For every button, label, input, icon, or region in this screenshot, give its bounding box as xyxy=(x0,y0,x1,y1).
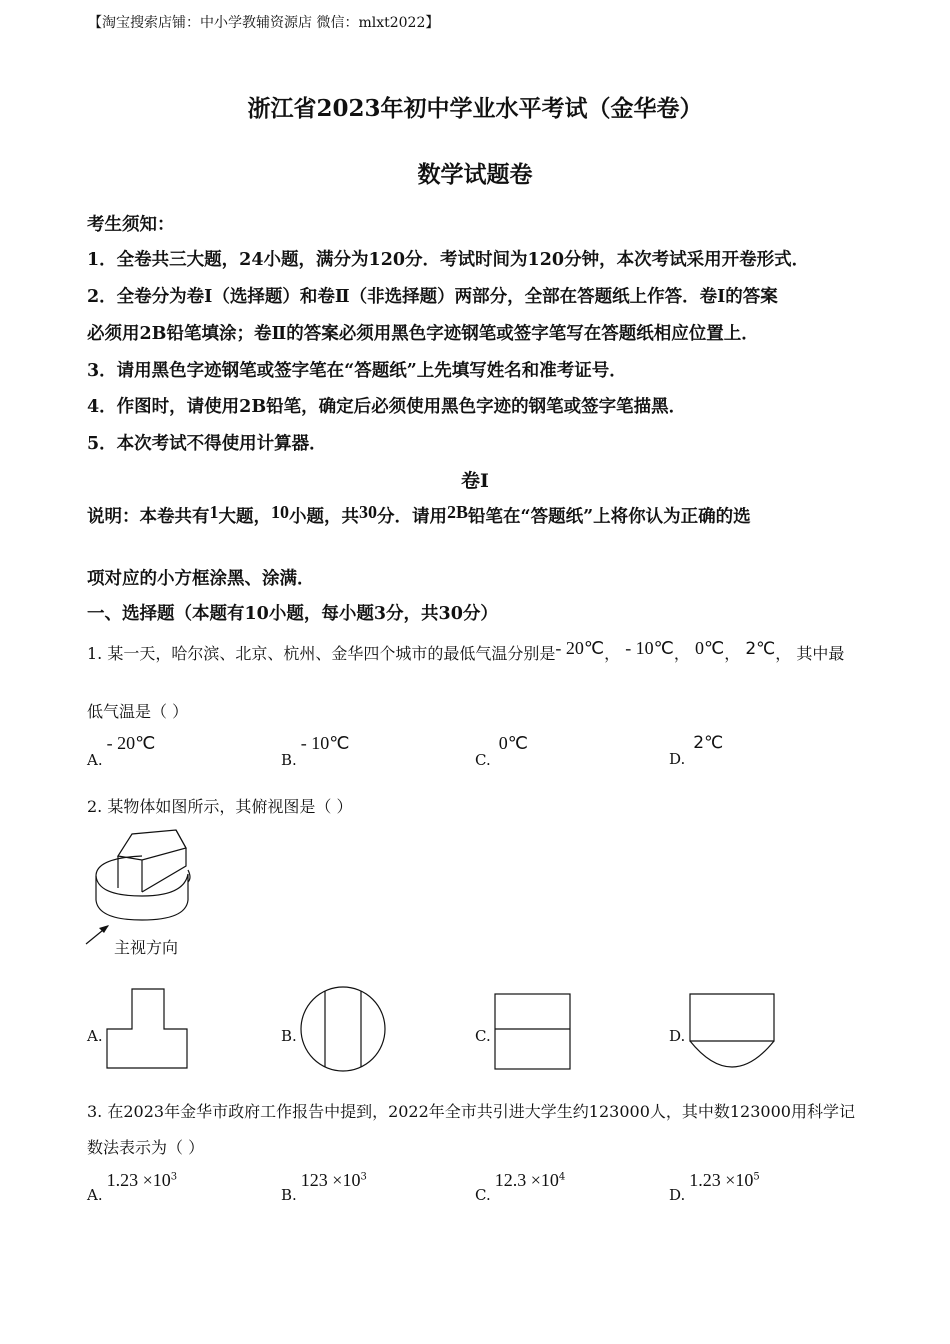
q1-text: 1. 某一天，哈尔滨、北京、杭州、金华四个城市的最低气温分别是 xyxy=(87,644,556,663)
explanation-number: 10 xyxy=(271,502,289,522)
option-base: 1.23 ×10 xyxy=(689,1170,754,1190)
option-exponent: 4 xyxy=(558,1171,566,1183)
notice-item-4: 4．作图时，请使用2B铅笔，确定后必须使用黑色字迹的钢笔或签字笔描黑． xyxy=(87,397,687,417)
q2-option-a-label[interactable]: A. xyxy=(87,1027,103,1045)
option-base: 12.3 ×10 xyxy=(494,1170,559,1190)
exam-title: 浙江省2023年初中学业水平考试（金华卷） xyxy=(247,95,703,122)
explanation-number: 2B xyxy=(447,502,469,522)
q2-option-b-figure[interactable] xyxy=(299,985,387,1073)
q2-option-d-label[interactable]: D. xyxy=(669,1027,686,1045)
q1-stem xyxy=(87,638,845,664)
option-label: B. xyxy=(281,751,297,769)
q1-text-end: 其中最 xyxy=(796,644,845,663)
q2-figure-caption: 主视方向 xyxy=(114,938,179,957)
watermark-text: 【淘宝搜索店铺：中小学教辅资源店 微信：mlxt2022】 xyxy=(88,15,440,31)
explanation-text: 铅笔在“答题纸”上将你认为正确的选 xyxy=(468,507,751,527)
q1-option-d[interactable] xyxy=(669,733,724,768)
q1-option-b[interactable] xyxy=(281,733,350,769)
explanation-number: 30 xyxy=(359,502,377,522)
option-label: B. xyxy=(281,1186,297,1204)
option-exponent: 3 xyxy=(170,1171,178,1183)
explanation-text: 分．请用 xyxy=(377,507,447,527)
q2-option-c-figure[interactable] xyxy=(494,993,572,1071)
option-label: D. xyxy=(669,1186,686,1204)
explanation-line-2: 项对应的小方框涂黑、涂满． xyxy=(87,569,315,589)
option-exponent: 3 xyxy=(360,1171,367,1183)
q1-stem-line-2: 低气温是（ ） xyxy=(87,702,189,721)
notice-heading: 考生须知： xyxy=(87,215,175,235)
view-direction-arrow-icon xyxy=(84,922,114,948)
option-label: C. xyxy=(475,751,491,769)
option-exponent: 5 xyxy=(753,1171,760,1183)
q1-option-c[interactable] xyxy=(475,733,528,769)
q1-temp-4: 2℃ xyxy=(745,639,776,659)
q1-sep: ， xyxy=(673,644,690,663)
q1-temp-2: - 10℃ xyxy=(625,638,674,658)
option-base: 123 ×10 xyxy=(300,1170,361,1190)
option-value: 2℃ xyxy=(693,733,724,753)
notice-item-2: 2．全卷分为卷Ⅰ（选择题）和卷Ⅱ（非选择题）两部分，全部在答题纸上作答．卷Ⅰ的答案 xyxy=(87,287,778,307)
option-label: D. xyxy=(669,750,686,768)
notice-item-1: 1．全卷共三大题，24小题，满分为120分．考试时间为120分钟，本次考试采用开卷形式． xyxy=(87,250,810,270)
q3-stem-line-2: 数法表示为（ ） xyxy=(87,1138,205,1157)
option-value: 0℃ xyxy=(498,733,528,753)
q3-option-c[interactable] xyxy=(475,1170,566,1204)
explanation-text: 小题，共 xyxy=(289,507,359,527)
q3-option-d[interactable] xyxy=(669,1170,760,1204)
q3-option-a[interactable] xyxy=(87,1170,178,1204)
explanation-number: 1 xyxy=(209,502,219,522)
q1-sep: ， xyxy=(775,644,792,663)
q2-option-b-label[interactable]: B. xyxy=(281,1027,297,1045)
option-value: - 10℃ xyxy=(300,733,350,753)
notice-item-5: 5．本次考试不得使用计算器． xyxy=(87,434,327,454)
section-title: 卷Ⅰ xyxy=(461,470,489,492)
notice-item-2-cont: 必须用2B铅笔填涂；卷Ⅱ的答案必须用黑色字迹钢笔或签字笔写在答题纸相应位置上． xyxy=(87,324,759,344)
option-label: C. xyxy=(475,1186,491,1204)
option-label: A. xyxy=(87,1186,103,1204)
explanation-text: 说明：本卷共有 xyxy=(87,507,210,527)
q3-option-b[interactable] xyxy=(281,1170,367,1204)
explanation-text: 大题， xyxy=(218,507,271,527)
part1-heading: 一、选择题（本题有10小题，每小题3分，共30分） xyxy=(87,604,498,624)
exam-subtitle: 数学试题卷 xyxy=(417,161,533,188)
q1-sep: ， xyxy=(724,644,741,663)
q2-option-c-label[interactable]: C. xyxy=(475,1027,491,1045)
explanation-line-1 xyxy=(87,503,751,528)
q2-stem: 2. 某物体如图所示，其俯视图是（ ） xyxy=(87,797,353,816)
q1-temp-1: - 20℃ xyxy=(555,638,605,658)
notice-item-3: 3．请用黑色字迹钢笔或签字笔在“答题纸”上先填写姓名和准考证号． xyxy=(87,361,627,381)
option-base: 1.23 ×10 xyxy=(106,1170,171,1190)
q1-temp-3: 0℃ xyxy=(695,638,725,658)
option-label: A. xyxy=(87,751,103,769)
option-value: - 20℃ xyxy=(106,733,156,753)
q2-option-d-figure[interactable] xyxy=(689,993,777,1071)
q1-option-a[interactable] xyxy=(87,733,156,769)
q3-stem: 3. 在2023年金华市政府工作报告中提到，2022年全市共引进大学生约123000人，其中数123000用科学记 xyxy=(87,1102,855,1121)
q1-sep: ， xyxy=(604,644,621,663)
q2-option-a-figure[interactable] xyxy=(105,988,189,1070)
